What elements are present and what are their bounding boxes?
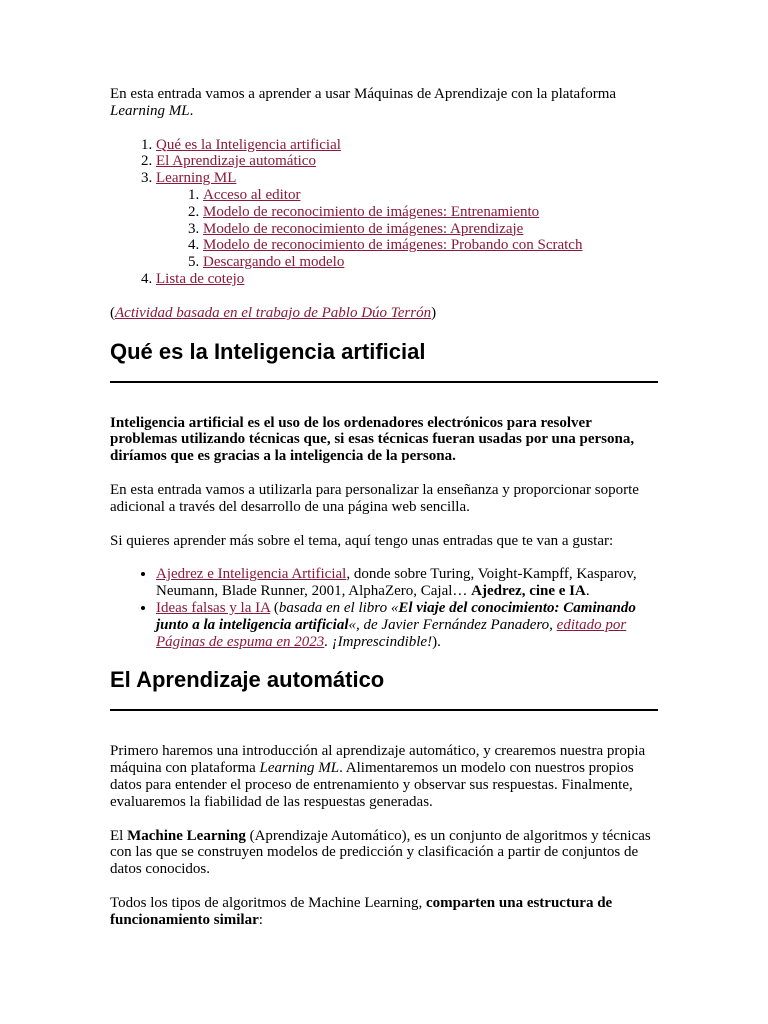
table-of-contents [110,137,660,288]
book-title: El viaje del conocimiento: Caminando junto a la inteligencia artificial [156,599,636,633]
link-ideas-falsas[interactable]: Ideas falsas y la IA [156,599,271,616]
p3-text-b: : [258,911,263,928]
attribution [110,305,660,322]
bullet1-bold: Ajedrez, cine e IA [471,583,586,600]
attribution-link-text: Actividad basada en el trabajo de Pablo Dúo Terrón [115,304,432,321]
link-editorial-text: editado por Páginas de espuma en 2023 [156,616,627,650]
p1-text-b: . Alimentaremos un modelo con nuestros propios datos para entender el proceso de entrenamiento y observar sus respuestas. Finalmente, evaluaremos la fiabilidad de las respuestas generadas. [110,760,634,810]
bullet2-em1: basada en el libro « [278,599,399,616]
toc-item [156,153,660,170]
p1-text-a: Primero haremos una introducción al aprendizaje automático, y crearemos nuestra propia máquina con plataforma [110,743,646,777]
bullet2-em2: «, de Javier Fernández Panadero, [348,616,557,633]
bullet1-text: , donde sobre Turing, Voight-Kampff, Kasparov, Neumann, Blade Runner, 2001, AlphaZero, Cajal… [156,566,637,600]
p1-emphasis: Learning ML [259,760,340,777]
toc-link-scratch[interactable]: Modelo de reconocimiento de imágenes: Probando con Scratch [203,237,583,254]
toc-link-descargando[interactable]: Descargando el modelo [203,254,345,271]
section-divider [110,709,658,711]
attribution-link[interactable] [115,305,431,321]
list-item [156,600,660,650]
toc-item [156,170,660,271]
toc-subitem [203,221,660,238]
bullet2-em3: . ¡Imprescindible! [324,633,433,650]
ia-paragraph-1: En esta entrada vamos a utilizarla para personalizar la enseñanza y proporcionar soporte adicional a través del desarrollo de una página web sencilla. [110,481,639,515]
section-title-ia [110,339,660,365]
toc-link-acceso-editor[interactable]: Acceso al editor [203,186,301,203]
toc-subitem [203,204,660,221]
toc-subitem [203,254,660,271]
bullet2-end: ). [432,633,441,650]
toc-item [156,137,660,154]
intro-paragraph [110,86,660,120]
toc-item [156,271,660,288]
link-ajedrez-ia[interactable]: Ajedrez e Inteligencia Artificial [156,566,347,583]
list-item [156,566,660,600]
p2-bold: Machine Learning [127,827,246,844]
toc-link-aprendizaje-modelo[interactable]: Modelo de reconocimiento de imágenes: Aprendizaje [203,220,524,237]
attribution-open: ( [110,304,115,321]
related-posts-list [110,566,660,650]
aprendizaje-paragraph-2 [110,828,660,878]
toc-subitem [203,237,660,254]
p2-text-b: (Aprendizaje Automático), es un conjunto de algoritmos y técnicas con las que se construyen modelos de predicción y clasificación a partir de conjuntos de datos conocidos. [110,827,651,878]
p3-text-a: Todos los tipos de algoritmos de Machine Learning, [110,894,426,911]
section-title-aprendizaje-text: El Aprendizaje automático [110,667,385,693]
intro-text: En esta entrada vamos a aprender a usar Máquinas de Aprendizaje con la plataforma [110,86,617,102]
document-page [110,86,660,946]
aprendizaje-paragraph-1 [110,743,660,810]
section-title-ia-text: Qué es la Inteligencia artificial [110,338,426,364]
intro-emphasis: Learning ML [110,102,190,119]
bullet2-text: ( [270,599,279,616]
toc-link-entrenamiento[interactable]: Modelo de reconocimiento de imágenes: Entrenamiento [203,203,540,220]
bullet1-end: . [585,583,590,600]
toc-link-learning-ml[interactable]: Learning ML [156,170,237,187]
toc-sublist [156,187,660,271]
intro-end: . [189,102,194,119]
aprendizaje-paragraph-3 [110,895,660,929]
ia-definition [110,415,660,465]
ia-definition-text: Inteligencia artificial es el uso de los ordenadores electrónicos para resolver problemas utilizando técnicas que, si esas técnicas fueran usadas por una persona, diríamos que es gracias a la inteligencia de la persona. [110,414,635,465]
section-divider [110,381,658,383]
toc-link-aprendizaje[interactable]: El Aprendizaje automático [156,153,316,170]
toc-subitem [203,187,660,204]
toc-link-que-es-ia[interactable]: Qué es la Inteligencia artificial [156,136,341,153]
toc-link-lista-cotejo[interactable]: Lista de cotejo [156,270,245,287]
section-title-aprendizaje [110,667,660,693]
p2-text-a: El [110,827,128,844]
attribution-close: ) [431,304,437,321]
p3-bold: comparten una estructura de funcionamiento similar [110,894,613,928]
ia-paragraph-2: Si quieres aprender más sobre el tema, aquí tengo unas entradas que te van a gustar: [110,532,614,549]
